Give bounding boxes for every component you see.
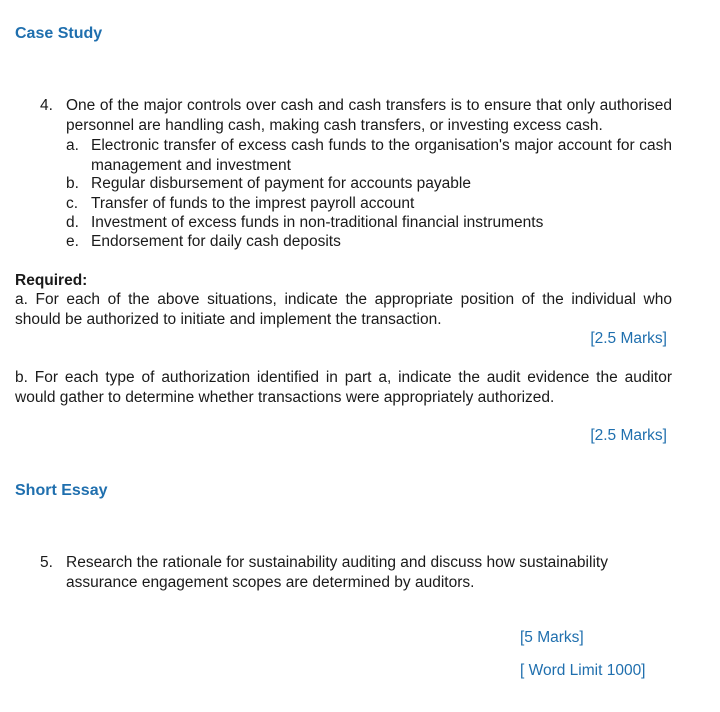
item-e-text: Endorsement for daily cash deposits — [91, 233, 341, 250]
short-essay-heading: Short Essay — [15, 482, 108, 499]
part-b-marks: [2.5 Marks] — [590, 427, 667, 444]
item-a-letter: a. — [66, 137, 79, 154]
item-d-letter: d. — [66, 214, 79, 231]
question-4-text: One of the major controls over cash and cash transfers is to ensure that only authorised personnel are handling cash, making cash transfers, or investing excess cash. — [66, 97, 672, 134]
item-b-text: Regular disbursement of payment for accounts payable — [91, 175, 471, 192]
item-e-letter: e. — [66, 233, 79, 250]
word-limit: [ Word Limit 1000] — [520, 662, 646, 679]
part-a-marks: [2.5 Marks] — [590, 330, 667, 347]
item-b-letter: b. — [66, 175, 79, 192]
case-study-heading: Case Study — [15, 25, 103, 42]
part-b-text: b. For each type of authorization identified in part a, indicate the audit evidence the auditor would gather to determine whether transactions were appropriately authorized. — [15, 369, 672, 406]
question-5-number: 5. — [40, 554, 53, 571]
item-c-letter: c. — [66, 195, 79, 212]
question-5-text: Research the rationale for sustainability auditing and discuss how sustainability assurance engagement scopes are determined by auditors. — [66, 554, 608, 591]
question-4-number: 4. — [40, 97, 53, 114]
required-label: Required: — [15, 272, 88, 289]
item-d-text: Investment of excess funds in non-traditional financial instruments — [91, 214, 544, 231]
item-a-text: Electronic transfer of excess cash funds to the organisation's major account for cash management and investment — [91, 137, 672, 174]
essay-marks: [5 Marks] — [520, 629, 584, 646]
part-a-text: a. For each of the above situations, indicate the appropriate position of the individual who should be authorized to initiate and implement the transaction. — [15, 291, 672, 328]
item-c-text: Transfer of funds to the imprest payroll account — [91, 195, 415, 212]
